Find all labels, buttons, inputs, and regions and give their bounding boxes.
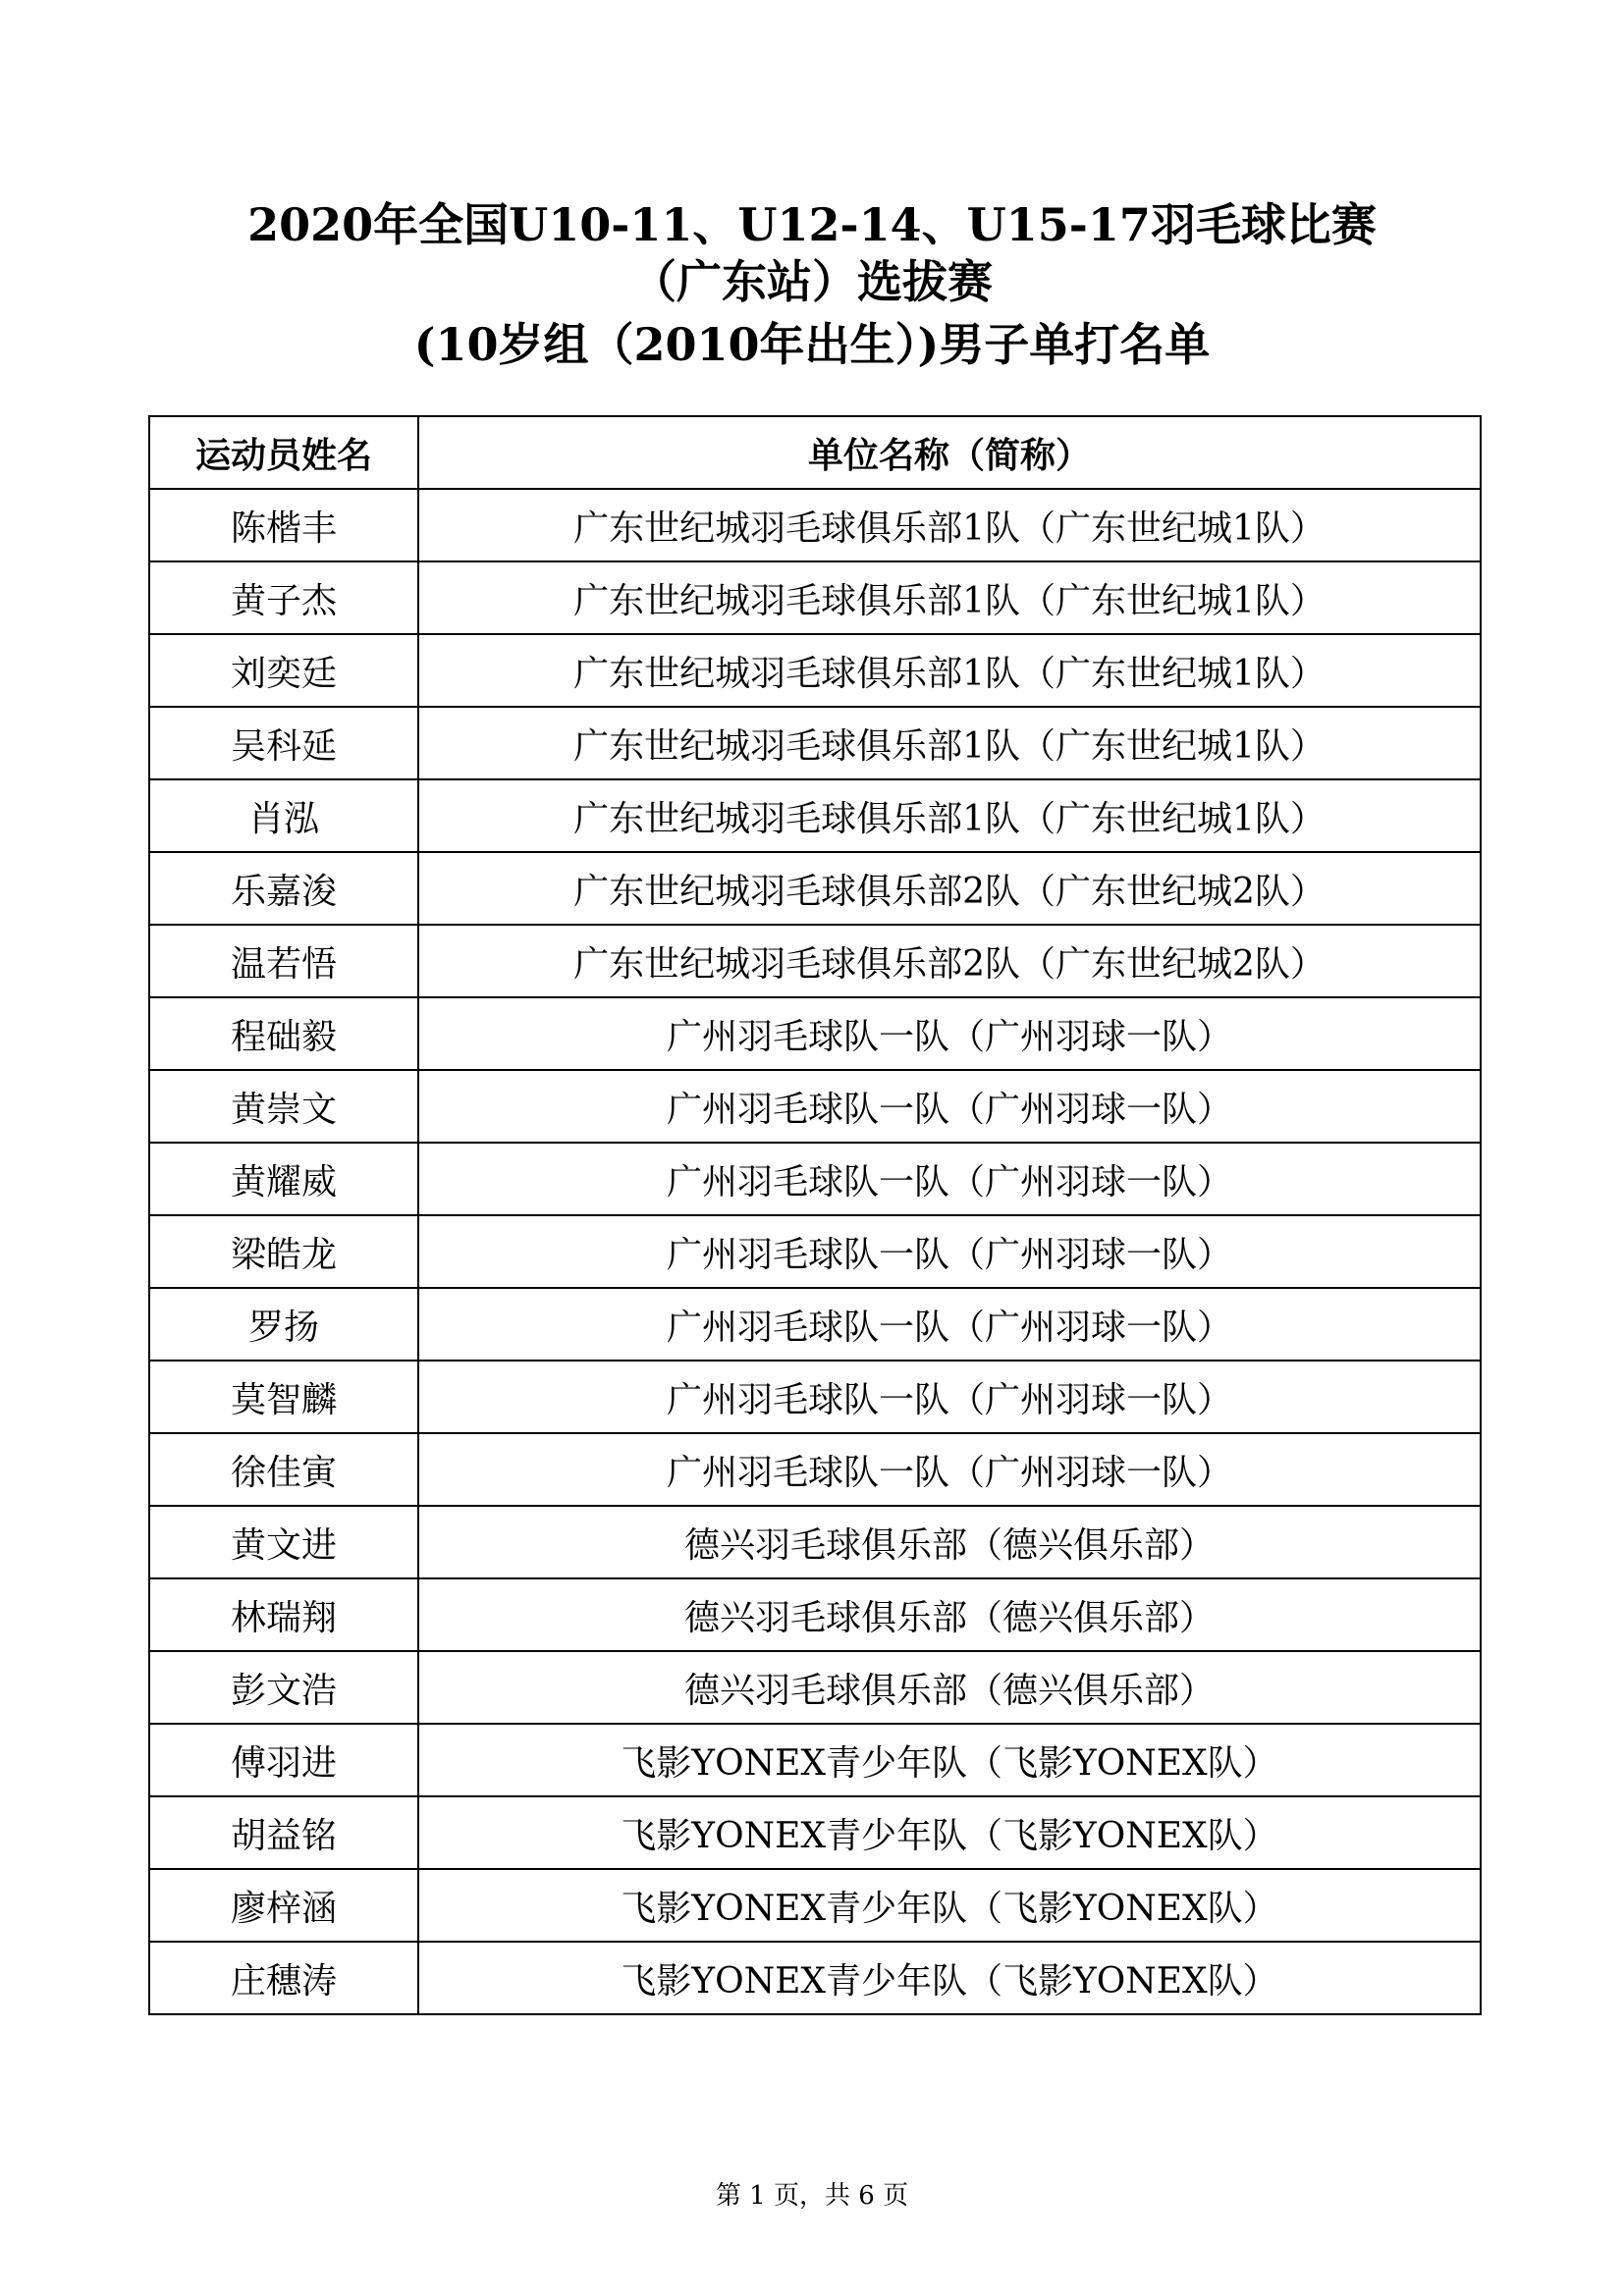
table-row xyxy=(149,1724,1481,1796)
table-row xyxy=(149,1143,1481,1215)
unit-name: 广东世纪城羽毛球俱乐部1队（广东世纪城1队） xyxy=(418,561,1481,634)
unit-name: 飞影YONEX青少年队（飞影YONEX队） xyxy=(418,1724,1481,1796)
athlete-name: 温若悟 xyxy=(149,925,418,997)
table-row xyxy=(149,1796,1481,1869)
unit-name: 德兴羽毛球俱乐部（德兴俱乐部） xyxy=(418,1578,1481,1651)
unit-name: 广东世纪城羽毛球俱乐部2队（广东世纪城2队） xyxy=(418,925,1481,997)
title-line-2: （广东站）选拔赛 xyxy=(631,255,993,308)
athlete-name: 梁皓龙 xyxy=(149,1215,418,1288)
athlete-name: 庄穗涛 xyxy=(149,1942,418,2014)
column-header-unit-name: 单位名称（简称） xyxy=(418,416,1481,489)
table-row xyxy=(149,1433,1481,1506)
unit-name: 广州羽毛球队一队（广州羽球一队） xyxy=(418,1143,1481,1215)
table-row xyxy=(149,852,1481,925)
unit-name: 广州羽毛球队一队（广州羽球一队） xyxy=(418,1215,1481,1288)
table-row xyxy=(149,925,1481,997)
athlete-name: 徐佳寅 xyxy=(149,1433,418,1506)
athlete-name: 肖泓 xyxy=(149,779,418,852)
athlete-name: 程础毅 xyxy=(149,997,418,1070)
unit-name: 德兴羽毛球俱乐部（德兴俱乐部） xyxy=(418,1651,1481,1724)
unit-name: 飞影YONEX青少年队（飞影YONEX队） xyxy=(418,1942,1481,2014)
table-row xyxy=(149,1288,1481,1361)
athlete-name: 林瑞翔 xyxy=(149,1578,418,1651)
title-line-1: 2020年全国U10-11、U12-14、U15-17羽毛球比赛 xyxy=(247,198,1377,251)
column-header-athlete-name: 运动员姓名 xyxy=(149,416,418,489)
unit-name: 飞影YONEX青少年队（飞影YONEX队） xyxy=(418,1796,1481,1869)
table-row xyxy=(149,707,1481,779)
table-row xyxy=(149,1070,1481,1143)
table-row xyxy=(149,1506,1481,1578)
table-row xyxy=(149,1361,1481,1433)
table-row xyxy=(149,1651,1481,1724)
athlete-name: 黄文进 xyxy=(149,1506,418,1578)
athlete-name: 黄耀威 xyxy=(149,1143,418,1215)
unit-name: 广州羽毛球队一队（广州羽球一队） xyxy=(418,1361,1481,1433)
table-row xyxy=(149,634,1481,707)
athlete-name: 黄崇文 xyxy=(149,1070,418,1143)
athlete-name: 吴科延 xyxy=(149,707,418,779)
table-row xyxy=(149,1942,1481,2014)
table-row xyxy=(149,1869,1481,1942)
page-number: 第 1 页，共 6 页 xyxy=(715,2181,909,2211)
unit-name: 德兴羽毛球俱乐部（德兴俱乐部） xyxy=(418,1506,1481,1578)
athlete-name: 陈楷丰 xyxy=(149,489,418,561)
table-row xyxy=(149,561,1481,634)
athlete-name: 黄子杰 xyxy=(149,561,418,634)
unit-name: 广州羽毛球队一队（广州羽球一队） xyxy=(418,1288,1481,1361)
title-line-3: (10岁组（2010年出生）)男子单打名单 xyxy=(413,318,1211,371)
athlete-name: 廖梓涵 xyxy=(149,1869,418,1942)
unit-name: 广东世纪城羽毛球俱乐部1队（广东世纪城1队） xyxy=(418,707,1481,779)
unit-name: 广东世纪城羽毛球俱乐部1队（广东世纪城1队） xyxy=(418,779,1481,852)
athlete-name: 傅羽进 xyxy=(149,1724,418,1796)
unit-name: 飞影YONEX青少年队（飞影YONEX队） xyxy=(418,1869,1481,1942)
athlete-name: 胡益铭 xyxy=(149,1796,418,1869)
unit-name: 广东世纪城羽毛球俱乐部1队（广东世纪城1队） xyxy=(418,634,1481,707)
table-row xyxy=(149,997,1481,1070)
athlete-name: 莫智麟 xyxy=(149,1361,418,1433)
athlete-name: 罗扬 xyxy=(149,1288,418,1361)
table-row xyxy=(149,489,1481,561)
athlete-name: 乐嘉浚 xyxy=(149,852,418,925)
unit-name: 广州羽毛球队一队（广州羽球一队） xyxy=(418,1070,1481,1143)
athlete-name: 彭文浩 xyxy=(149,1651,418,1724)
unit-name: 广东世纪城羽毛球俱乐部2队（广东世纪城2队） xyxy=(418,852,1481,925)
athlete-name: 刘奕廷 xyxy=(149,634,418,707)
unit-name: 广东世纪城羽毛球俱乐部1队（广东世纪城1队） xyxy=(418,489,1481,561)
table-row xyxy=(149,779,1481,852)
table-row xyxy=(149,1578,1481,1651)
document-title xyxy=(0,196,1624,373)
roster-table xyxy=(148,415,1482,2015)
unit-name: 广州羽毛球队一队（广州羽球一队） xyxy=(418,997,1481,1070)
table-row xyxy=(149,1215,1481,1288)
table-header-row xyxy=(149,416,1481,489)
unit-name: 广州羽毛球队一队（广州羽球一队） xyxy=(418,1433,1481,1506)
